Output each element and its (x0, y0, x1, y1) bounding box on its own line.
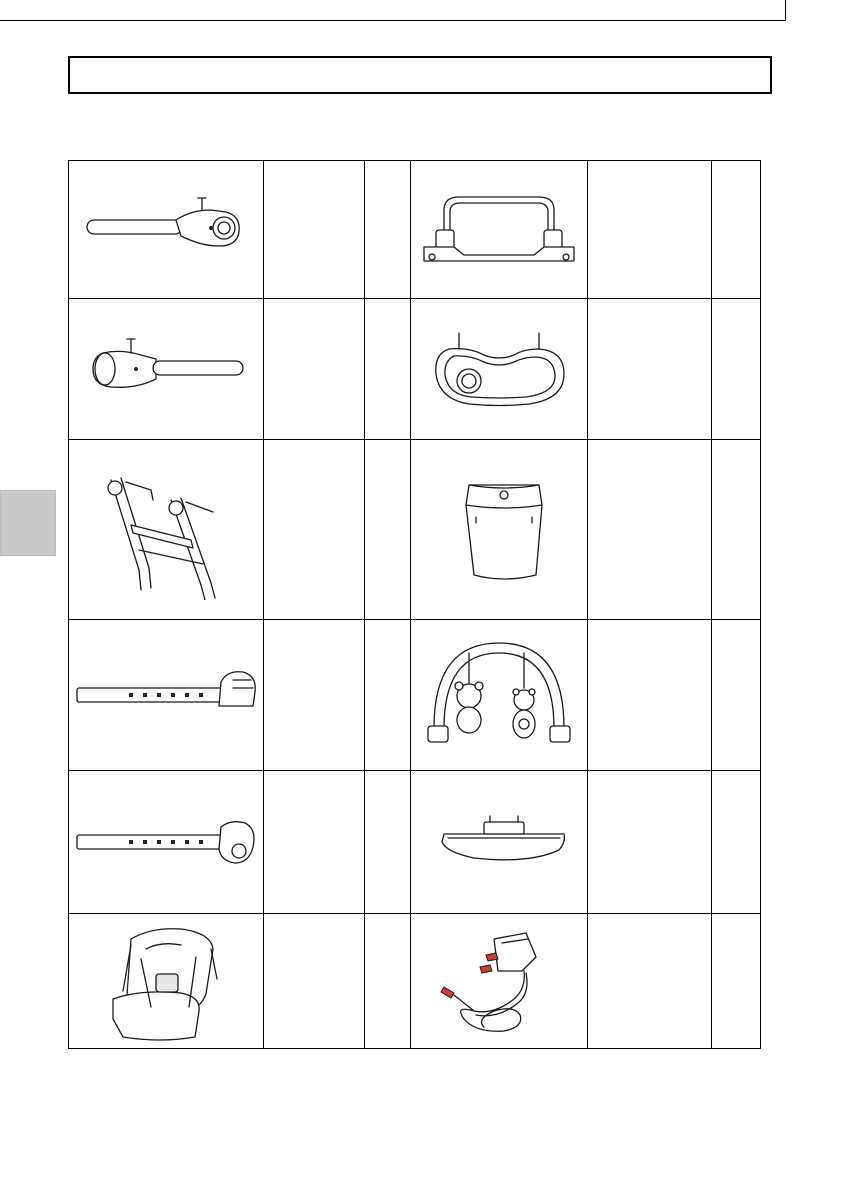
toy-bar-with-hanging-toys-icon (414, 628, 584, 763)
table-row (69, 771, 761, 914)
part-image-cell (69, 771, 264, 914)
part-name-cell (264, 440, 365, 620)
part-image-cell (411, 914, 588, 1049)
frame-tube-right-with-hub-icon (81, 329, 251, 409)
part-qty-cell (712, 620, 761, 771)
tray-icon (414, 319, 584, 419)
part-image-cell (69, 161, 264, 299)
part-qty-cell (712, 161, 761, 299)
part-image-cell (411, 161, 588, 299)
part-qty-cell (712, 771, 761, 914)
crop-mark (785, 0, 786, 21)
part-image-cell (411, 771, 588, 914)
table-row (69, 620, 761, 771)
part-image-cell (69, 914, 264, 1049)
page-title-box (68, 56, 772, 94)
part-image-cell (69, 299, 264, 440)
part-qty-cell (365, 620, 411, 771)
part-qty-cell (365, 299, 411, 440)
part-name-cell (264, 771, 365, 914)
seat-unit-icon (101, 919, 231, 1044)
part-name-cell (264, 161, 365, 299)
side-tab (0, 490, 56, 556)
part-qty-cell (365, 771, 411, 914)
part-image-cell (411, 299, 588, 440)
base-handle-bar-icon (414, 185, 584, 275)
height-leg-tube-right-icon (71, 807, 261, 877)
table-row (69, 299, 761, 440)
part-name-cell (264, 620, 365, 771)
frame-tube-left-with-hub-icon (81, 190, 251, 270)
part-name-cell (264, 299, 365, 440)
parts-table (68, 160, 761, 1049)
part-qty-cell (712, 914, 761, 1049)
footrest-icon (414, 802, 584, 882)
part-qty-cell (365, 161, 411, 299)
power-adapter-icon (414, 919, 584, 1044)
part-qty-cell (365, 914, 411, 1049)
part-qty-cell (712, 299, 761, 440)
part-qty-cell (365, 440, 411, 620)
part-name-cell (588, 299, 712, 440)
part-name-cell (588, 914, 712, 1049)
part-image-cell (69, 440, 264, 620)
height-leg-tube-left-icon (71, 660, 261, 730)
part-name-cell (588, 161, 712, 299)
part-name-cell (588, 620, 712, 771)
part-name-cell (264, 914, 365, 1049)
table-row (69, 914, 761, 1049)
top-crop-rule (0, 20, 786, 21)
part-image-cell (411, 440, 588, 620)
folding-leg-frame-icon (91, 460, 241, 600)
table-row (69, 440, 761, 620)
part-qty-cell (712, 440, 761, 620)
table-row (69, 161, 761, 299)
part-name-cell (588, 440, 712, 620)
part-name-cell (588, 771, 712, 914)
part-image-cell (411, 620, 588, 771)
storage-basket-icon (414, 465, 584, 595)
part-image-cell (69, 620, 264, 771)
